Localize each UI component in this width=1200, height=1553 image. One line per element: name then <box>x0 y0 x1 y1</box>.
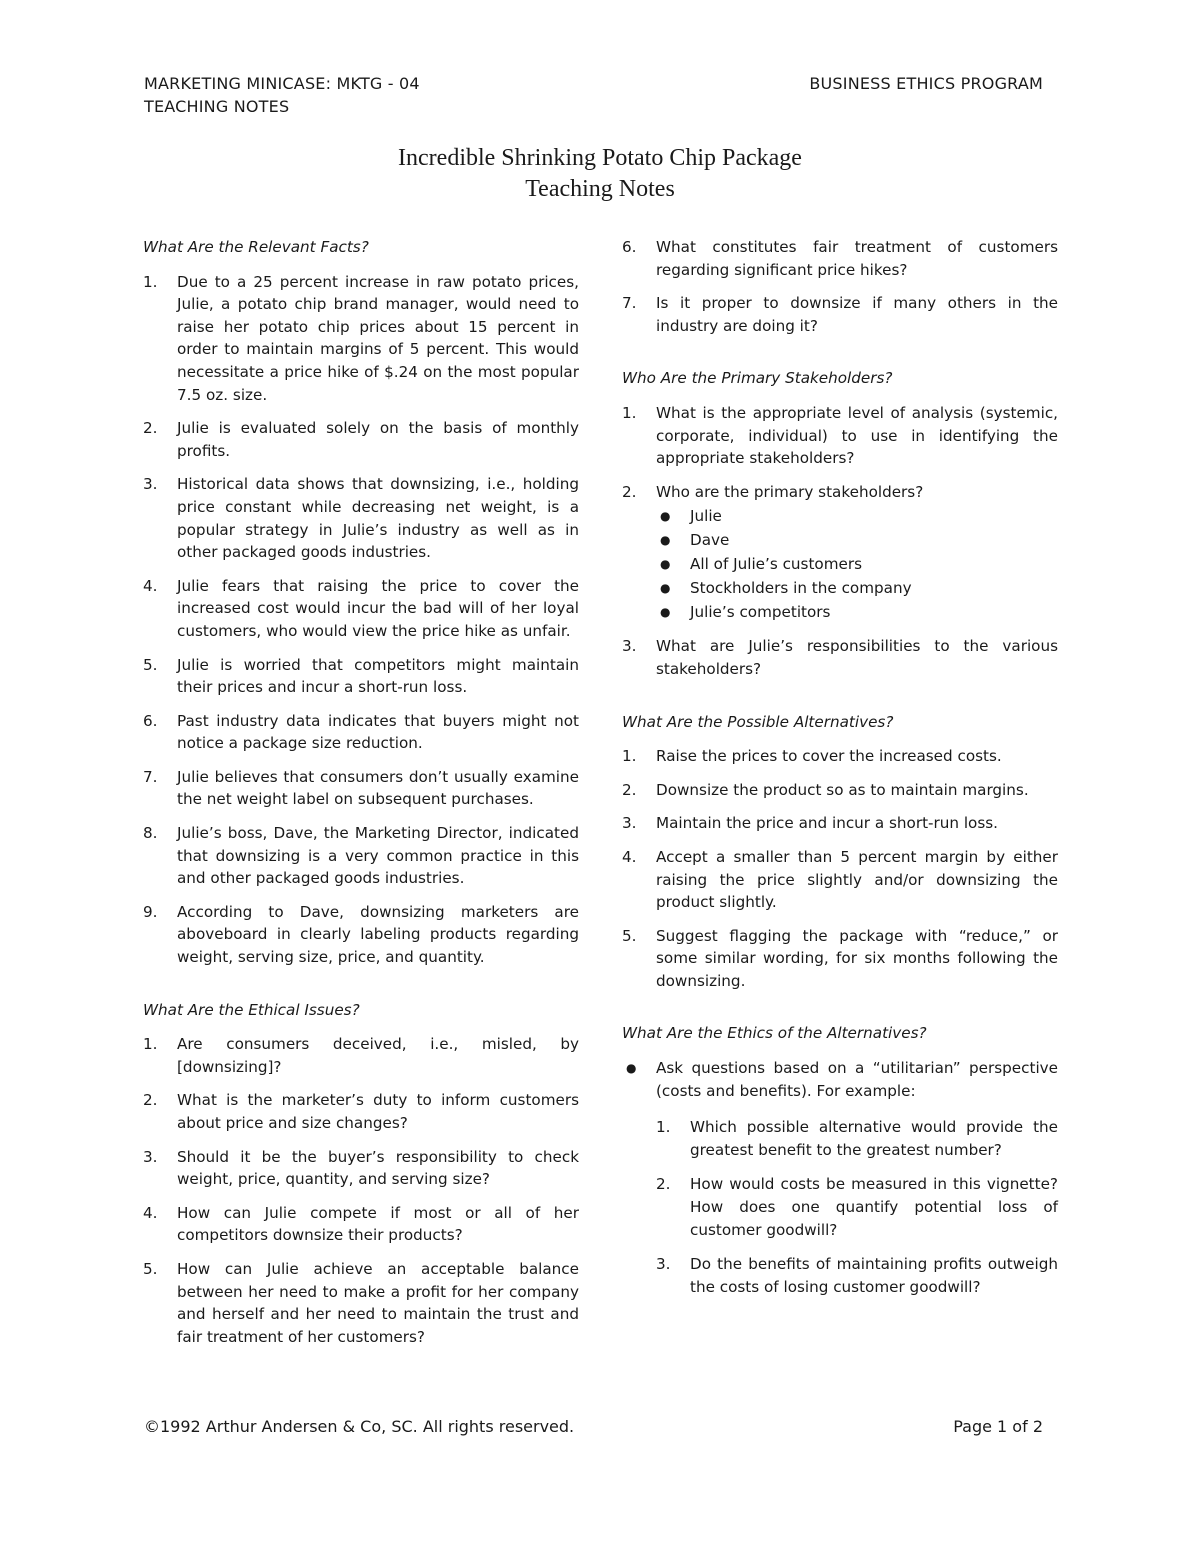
left-column <box>143 236 579 1348</box>
item-number: 5. <box>622 926 637 945</box>
item-text: Are consumers deceived, i.e., misled, by [downsizing]? <box>177 1035 579 1076</box>
item-text: How can Julie achieve an acceptable balance between her need to make a profit for her company and herself and her need to maintain the trust and fair treatment of her customers? <box>177 1259 579 1346</box>
footer-copyright: ©1992 Arthur Andersen & Co, SC. All rights reserved. <box>144 1417 575 1436</box>
item-text: Maintain the price and incur a short-run loss. <box>656 814 998 833</box>
bullet-item <box>656 600 1058 624</box>
list-item <box>622 779 1058 802</box>
header-program: BUSINESS ETHICS PROGRAM <box>809 74 1043 93</box>
ethical-issues-list-continued <box>622 236 1058 337</box>
alternatives-list <box>622 745 1058 992</box>
item-text: Past industry data indicates that buyers might not notice a package size reduction. <box>177 711 579 753</box>
list-item <box>656 1253 1058 1298</box>
list-item <box>622 1057 1058 1298</box>
item-text: Raise the prices to cover the increased costs. <box>656 747 1002 766</box>
item-number: 3. <box>656 1255 671 1274</box>
header-case-code: MARKETING MINICASE: MKTG - 04 <box>144 74 420 93</box>
list-item <box>622 812 1058 835</box>
bullet-item <box>656 504 1058 528</box>
item-number: 6. <box>143 711 158 730</box>
item-text: Do the benefits of maintaining profits outweigh the costs of losing customer goodwill? <box>690 1255 1058 1296</box>
item-number: 3. <box>622 637 637 656</box>
item-text: Downsize the product so as to maintain margins. <box>656 780 1029 799</box>
item-text: Julie is worried that competitors might maintain their prices and incur a short-run loss. <box>177 655 579 697</box>
title-line-2: Teaching Notes <box>525 176 675 202</box>
list-item <box>143 654 579 699</box>
list-item <box>622 846 1058 914</box>
list-item <box>143 1258 579 1348</box>
bullet-text: Dave <box>690 531 730 550</box>
bullet-icon: ● <box>626 1061 637 1076</box>
item-text: Ask questions based on a “utilitarian” perspective (costs and benefits). For example: <box>656 1059 1058 1100</box>
item-number: 1. <box>622 403 637 422</box>
item-number: 2. <box>622 482 637 501</box>
item-number: 4. <box>622 847 637 866</box>
item-text: Is it proper to downsize if many others in the industry are doing it? <box>656 294 1058 335</box>
item-text: What are Julie’s responsibilities to the various stakeholders? <box>656 637 1058 678</box>
item-text: Julie fears that raising the price to cover the increased cost would incur the bad will of her loyal customers, who would view the price hike as unfair. <box>177 576 579 640</box>
list-item <box>656 1116 1058 1161</box>
bullet-icon: ● <box>660 509 671 524</box>
list-item <box>143 710 579 755</box>
item-number: 6. <box>622 238 637 256</box>
item-text: Julie’s boss, Dave, the Marketing Director, indicated that downsizing is a very common practice in this and other packaged goods industries. <box>177 824 579 888</box>
list-item <box>143 1033 579 1078</box>
item-text: What is the appropriate level of analysis (systemic, corporate, individual) to use in identifying the appropriate stakeholders? <box>656 403 1058 468</box>
stakeholders-list <box>622 402 1058 681</box>
item-number: 7. <box>143 767 158 786</box>
item-number: 2. <box>143 1091 158 1110</box>
list-item <box>143 1146 579 1191</box>
bullet-text: Stockholders in the company <box>690 579 912 598</box>
item-number: 1. <box>143 272 158 291</box>
item-text: How can Julie compete if most or all of her competitors downsize their products? <box>177 1203 579 1245</box>
item-number: 4. <box>143 576 158 595</box>
section-heading-ethics: What Are the Ethics of the Alternatives? <box>622 1024 927 1043</box>
list-item <box>143 901 579 969</box>
item-number: 3. <box>143 475 158 494</box>
list-item <box>143 417 579 462</box>
item-text: According to Dave, downsizing marketers are aboveboard in clearly labeling products regarding weight, serving size, price, and quantity. <box>177 902 579 967</box>
item-text: Julie is evaluated solely on the basis of monthly profits. <box>177 419 579 460</box>
item-text: Should it be the buyer’s responsibility to check weight, price, quantity, and serving size? <box>177 1147 579 1189</box>
list-item <box>143 766 579 811</box>
ethics-list <box>622 1057 1058 1298</box>
item-number: 2. <box>143 419 158 438</box>
list-item <box>143 822 579 890</box>
bullet-icon: ● <box>660 557 671 572</box>
item-number: 2. <box>622 780 637 799</box>
item-number: 5. <box>143 655 158 674</box>
bullet-icon: ● <box>660 605 671 620</box>
list-item <box>622 745 1058 768</box>
item-number: 7. <box>622 294 637 313</box>
bullet-item <box>656 576 1058 600</box>
item-number: 5. <box>143 1259 158 1278</box>
item-text: Which possible alternative would provide the greatest benefit to the greatest number? <box>690 1118 1058 1159</box>
bullet-text: All of Julie’s customers <box>690 555 863 574</box>
document-title <box>0 143 1200 205</box>
list-item <box>656 1173 1058 1241</box>
header-teaching-notes: TEACHING NOTES <box>144 97 290 116</box>
item-text: Due to a 25 percent increase in raw potato prices, Julie, a potato chip brand manager, would need to raise her potato chip prices about 15 percent in order to maintain margins of 5 percent. This would necessitate a price hike of $.24 on the most popular 7.5 oz. size. <box>177 272 579 404</box>
list-item <box>622 292 1058 337</box>
item-text: What constitutes fair treatment of customers regarding significant price hikes? <box>656 238 1058 279</box>
bullet-item <box>656 528 1058 552</box>
list-item <box>143 1089 579 1134</box>
item-text: Historical data shows that downsizing, i.e., holding price constant while decreasing net weight, is a popular strategy in Julie’s industry as well as in other packaged goods industries. <box>177 475 579 562</box>
item-text: How would costs be measured in this vignette? How does one quantify potential loss of customer goodwill? <box>690 1175 1058 1239</box>
item-number: 4. <box>143 1203 158 1222</box>
facts-list <box>143 271 579 969</box>
section-heading-facts: What Are the Relevant Facts? <box>143 238 369 256</box>
list-item <box>143 1202 579 1247</box>
item-text: Accept a smaller than 5 percent margin by either raising the price slightly and/or downsizing the product slightly. <box>656 847 1058 912</box>
ethical-issues-list <box>143 1033 579 1348</box>
item-text: What is the marketer’s duty to inform customers about price and size changes? <box>177 1091 579 1132</box>
bullet-text: Julie <box>690 507 722 526</box>
list-item <box>622 402 1058 470</box>
bullet-text: Julie’s competitors <box>690 603 831 622</box>
stakeholder-bullets <box>656 504 1058 624</box>
ethics-questions <box>656 1116 1058 1298</box>
item-number: 8. <box>143 824 158 843</box>
list-item <box>622 925 1058 993</box>
item-number: 1. <box>622 747 637 766</box>
list-item <box>622 481 1058 625</box>
bullet-item <box>656 552 1058 576</box>
item-text: Suggest flagging the package with “reduce,” or some similar wording, for six months following the downsizing. <box>656 926 1058 990</box>
title-line-1: Incredible Shrinking Potato Chip Package <box>398 145 802 171</box>
item-number: 9. <box>143 902 158 921</box>
item-text: Julie believes that consumers don’t usually examine the net weight label on subsequent purchases. <box>177 767 579 809</box>
right-column <box>622 236 1058 1310</box>
item-number: 1. <box>656 1118 671 1137</box>
list-item <box>143 473 579 563</box>
list-item <box>622 635 1058 680</box>
list-item <box>143 575 579 643</box>
section-heading-alternatives: What Are the Possible Alternatives? <box>622 712 894 731</box>
item-number: 2. <box>656 1175 671 1194</box>
item-number: 3. <box>622 814 637 833</box>
section-heading-stakeholders: Who Are the Primary Stakeholders? <box>622 369 893 388</box>
item-number: 3. <box>143 1147 158 1166</box>
item-number: 1. <box>143 1035 158 1054</box>
section-heading-ethical-issues: What Are the Ethical Issues? <box>143 1000 360 1019</box>
list-item <box>622 236 1058 281</box>
list-item <box>143 271 579 407</box>
footer-page-number: Page 1 of 2 <box>953 1417 1043 1436</box>
header-left <box>144 72 420 118</box>
bullet-icon: ● <box>660 581 671 596</box>
item-text: Who are the primary stakeholders? <box>656 482 924 501</box>
bullet-icon: ● <box>660 533 671 548</box>
